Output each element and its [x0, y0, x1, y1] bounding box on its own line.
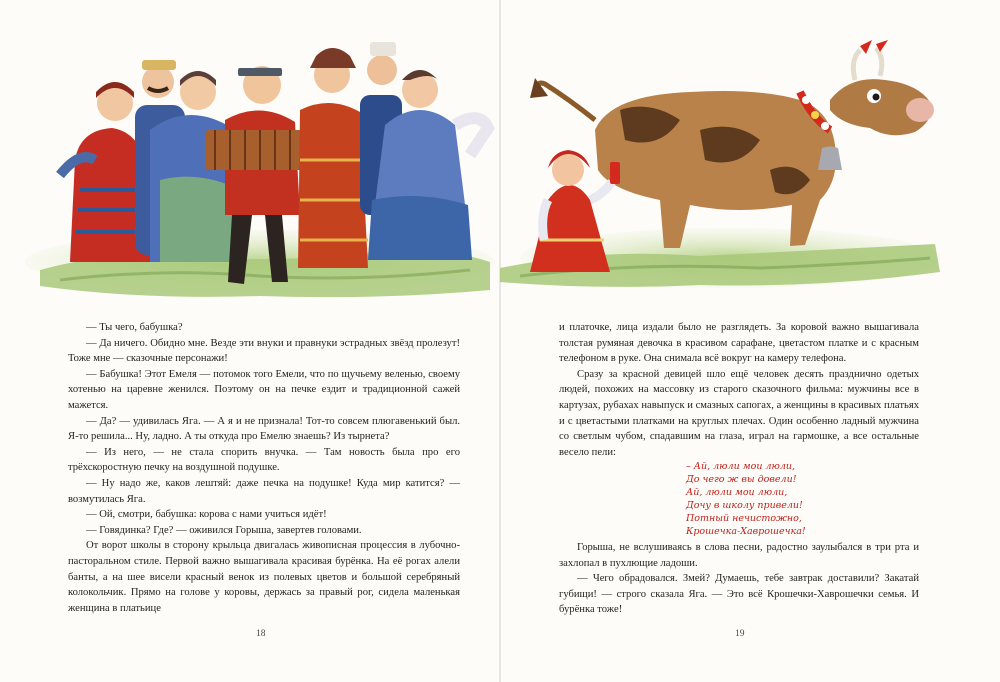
song-line: Потный нечистожно,	[686, 513, 802, 524]
person-woman-orange	[298, 48, 368, 268]
paragraph: От ворот школы в сторону крыльца двигалась живописная процессия в лубочно-пасторальном стиле. Первой важно вышагивала красивая бурёнка. На её рогах алели банты, а на шее висели красный венок из полевых цветов и большой серебряный колокольчик. Прямо на голове у коровы, держась за правый рог, сидела маленькая женщина в платьице	[68, 540, 460, 614]
crowd-illustration	[25, 42, 495, 297]
paragraph: Горыша, не вслушиваясь в слова песни, радостно заулыбался в три рта и захлопал в пухлющие ладоши.	[559, 542, 919, 569]
paragraph: — Ну надо же, каков лештяй: даже печка на подушке! Куда мир катится? — возмутилась Яга.	[68, 477, 460, 505]
paragraph: — Ты чего, бабушка?	[86, 322, 183, 333]
song-line: Дочу в школу привели!	[686, 500, 803, 511]
paragraph: — Да ничего. Обидно мне. Везде эти внуки и правнуки эстрадных звёзд пролезут! Тоже мне — сказочные персонажи!	[68, 337, 460, 365]
right-page-text	[559, 320, 919, 460]
right-page-text-bottom	[559, 540, 919, 618]
left-page-text	[68, 320, 460, 616]
song-line: – Ай, люли мои люли,	[686, 461, 796, 472]
song-line: Ай, люли мои люли,	[686, 487, 788, 498]
red-phone	[610, 162, 620, 184]
paragraph: — Из него, — не стала спорить внучка. — Там новость была про его трёхскоростную печку на воздушной подушке.	[68, 446, 460, 474]
paragraph: Сразу за красной девицей шло ещё человек десять празднично одетых людей, похожих на массовку из старого сказочного фильма: мужчины все в картузах, рубахах навыпуск и смазных сапогах, а женщины в красивых платьях и с цветастыми платками на круглых плечах. Один особенно ладный мужчина со светлым чубом, спадавшим на глаза, играл на гармошке, а все остальные весело пели:	[559, 368, 919, 458]
paragraph: — Чего обрадовался. Змей? Думаешь, тебе завтрак доставили? Закатай губищи! — строго сказала Яга. — Это всё Крошечки-Хаврошечки семья. И бурёнка тоже!	[559, 573, 919, 616]
illustration-layer	[0, 0, 1000, 310]
song-verse	[686, 460, 836, 538]
paragraph: — Говядинка? Где? — оживился Горыша, завертев головами.	[86, 524, 362, 536]
paragraph: — Ой, смотри, бабушка: корова с нами учиться идёт!	[86, 509, 327, 521]
paragraph: — Бабушка! Этот Емеля — потомок того Емели, что по щучьему веленью, своему хотенью на царевне женился. Поэтому он на печке ездит и традиционной сажей мажется.	[68, 368, 460, 411]
paragraph: — Да? — удивилась Яга. — А я и не признала! Тот-то совсем плюгавенький был. Я-то решила... Ну, ладно. А ты откуда про Емелю знаешь? Из тырнета?	[68, 415, 460, 443]
page-number-right: 19	[735, 629, 745, 639]
paragraph: и платочке, лица издали было не разглядеть. За коровой важно вышагивала толстая румяная девочка в красивом сарафане, цветастом платке и с красным телефоном в руке. Она снимала всё вокруг на камеру телефона.	[559, 322, 919, 365]
song-line: Крошечка-Хаврошечка!	[686, 526, 806, 537]
song-line: До чего ж вы довели!	[686, 474, 797, 485]
page-number-left: 18	[256, 629, 266, 639]
cow-illustration	[500, 40, 940, 288]
